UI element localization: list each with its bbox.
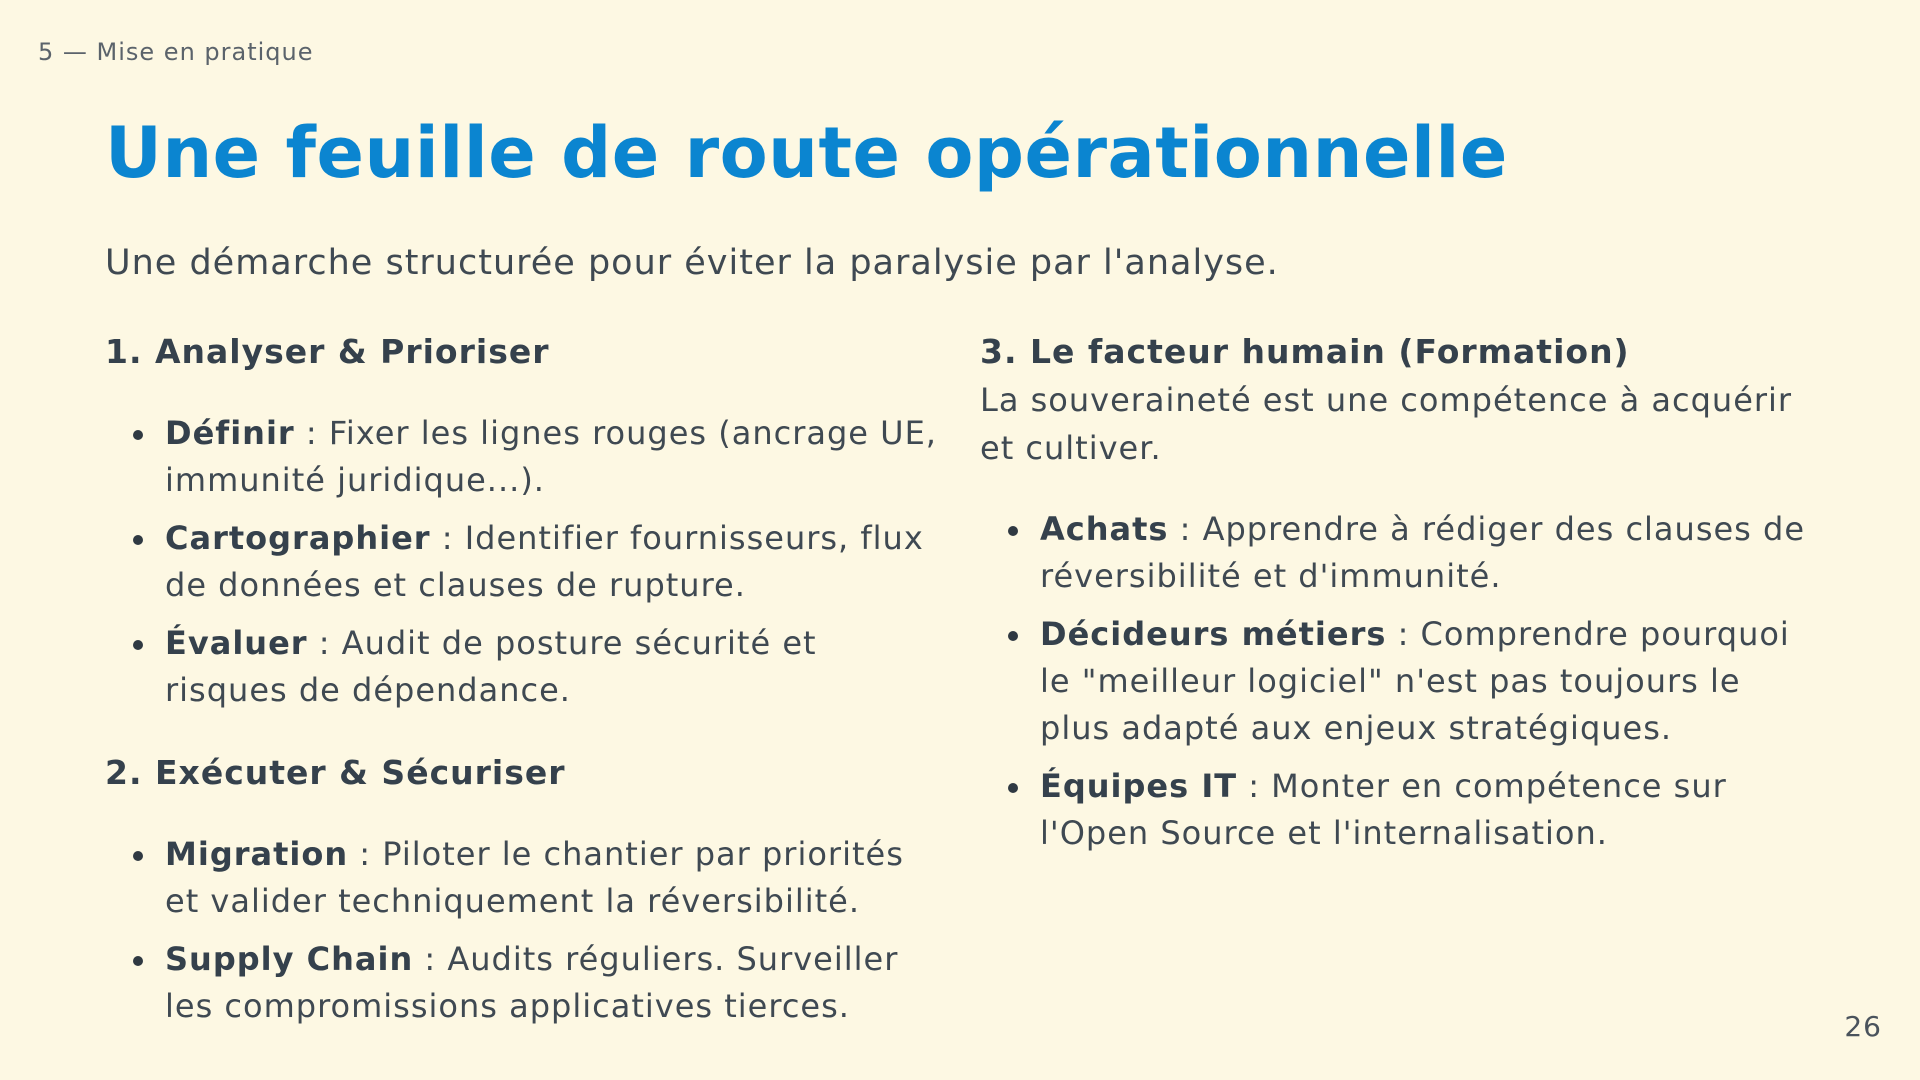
page-number: 26 [1844, 1010, 1882, 1043]
list-item [105, 515, 945, 609]
breadcrumb: 5 — Mise en pratique [38, 38, 314, 66]
item-term: Cartographier [165, 519, 431, 557]
right-column [980, 328, 1820, 868]
section-list-executer [105, 831, 945, 1030]
list-item [105, 936, 945, 1030]
item-text: : Fixer les lignes rouges (ancrage UE, immunité juridique...). [165, 414, 937, 499]
item-term: Migration [165, 835, 349, 873]
section-list-analyser [105, 410, 945, 714]
list-item [105, 620, 945, 714]
item-text: : Comprendre pourquoi le "meilleur logiciel" n'est pas toujours le plus adapté aux enjeux stratégiques. [1040, 615, 1790, 747]
left-column [105, 328, 945, 1041]
section-heading-executer: 2. Exécuter & Sécuriser [105, 753, 566, 792]
page-title: Une feuille de route opérationnelle [105, 112, 1508, 194]
item-text: : Audits réguliers. Surveiller les compromissions applicatives tierces. [165, 940, 899, 1025]
item-text: : Apprendre à rédiger des clauses de réversibilité et d'immunité. [1040, 510, 1806, 595]
section-description: La souveraineté est une compétence à acquérir et cultiver. [980, 381, 1793, 467]
item-text: : Piloter le chantier par priorités et valider techniquement la réversibilité. [165, 835, 904, 920]
item-term: Définir [165, 414, 295, 452]
item-text: : Identifier fournisseurs, flux de données et clauses de rupture. [165, 519, 924, 604]
item-term: Supply Chain [165, 940, 414, 978]
section-heading-facteur-humain: 3. Le facteur humain (Formation) [980, 332, 1630, 371]
list-item [980, 506, 1820, 600]
list-item [980, 611, 1820, 752]
page-subtitle: Une démarche structurée pour éviter la paralysie par l'analyse. [105, 243, 1279, 283]
list-item [105, 410, 945, 504]
item-term: Évaluer [165, 624, 308, 662]
section-gap [105, 725, 945, 749]
item-term: Achats [1040, 510, 1169, 548]
item-text: : Audit de posture sécurité et risques de dépendance. [165, 624, 817, 709]
section-list-facteur-humain [980, 506, 1820, 857]
list-item [980, 763, 1820, 857]
item-term: Décideurs métiers [1040, 615, 1387, 653]
list-item [105, 831, 945, 925]
section-heading-analyser: 1. Analyser & Prioriser [105, 332, 550, 371]
item-term: Équipes IT [1040, 767, 1238, 805]
item-text: : Monter en compétence sur l'Open Source et l'internalisation. [1040, 767, 1727, 852]
